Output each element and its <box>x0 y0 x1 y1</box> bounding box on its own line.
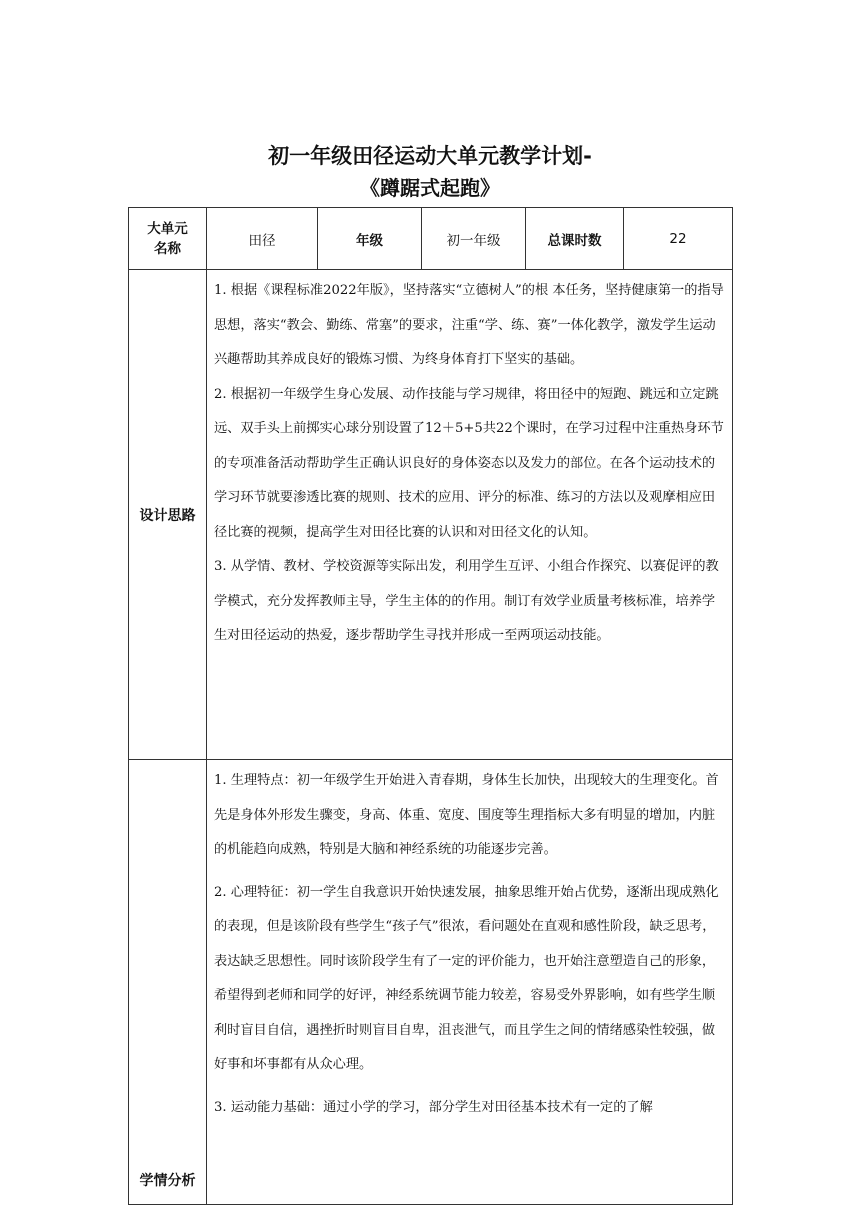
students-paragraph-2: 2. 心理特征：初一学生自我意识开始快速发展，抽象思维开始占优势，逐渐出现成熟化的表现，但是该阶段有些学生“孩子气”很浓，看问题处在直观和感性阶段，缺乏思考，表达缺乏思想性。同时该阶段学生有了一定的评价能力，也开始注意塑造自己的形象，希望得到老师和同学的好评，神经系统调节能力较差，容易受外界影响，如有些学生顺利时盲目自信，遇挫折时则盲目自卑，沮丧泄气，而且学生之间的情绪感染性较强，做好事和坏事都有从众心理。 <box>214 884 719 1072</box>
grade-value: 初一年级 <box>422 208 526 270</box>
unit-name-value: 田径 <box>207 208 318 270</box>
unit-name-label-cell <box>129 208 207 270</box>
students-content <box>207 760 733 1205</box>
document-subtitle: 《蹲踞式起跑》 <box>360 176 500 200</box>
design-paragraph-2: 2. 根据初一年级学生身心发展、动作技能与学习规律，将田径中的短跑、跳远和立定跳远、双手头上前掷实心球分别设置了12＋5+5共22个课时，在学习过程中注重热身环节的专项准备活动帮助学生正确认识良好的身体姿态以及发力的部位。在各个运动技术的学习环节就要渗透比赛的规则、技术的应用、评分的标准、练习的方法以及观摩相应田径比赛的视频，提高学生对田径比赛的认识和对田径文化的认知。 <box>214 386 724 540</box>
header-row <box>129 208 733 270</box>
students-label: 学情分析 <box>129 760 207 1205</box>
students-row <box>129 760 733 1205</box>
students-paragraph-1: 1. 生理特点：初一年级学生开始进入青春期，身体生长加快，出现较大的生理变化。首先是身体外形发生骤变，身高、体重、宽度、围度等生理指标大多有明显的增加，内脏的机能趋向成熟，特别是大脑和神经系统的功能逐步完善。 <box>214 773 719 857</box>
students-paragraph-3: 3. 运动能力基础：通过小学的学习，部分学生对田径基本技术有一定的了解 <box>214 1099 653 1115</box>
unit-name-label-line2: 名称 <box>154 240 181 257</box>
teaching-plan-table <box>128 207 733 1205</box>
design-label: 设计思路 <box>129 270 207 760</box>
document-title: 初一年级田径运动大单元教学计划- <box>268 144 592 168</box>
unit-name-label-line1: 大单元 <box>147 220 188 237</box>
design-paragraph-1: 1. 根据《课程标准2022年版》，坚持落实“立德树人”的根 本任务，坚持健康第一的指导思想，落实“教会、勤练、常塞”的要求，注重“学、练、赛”一体化教学，激发学生运动兴趣帮助其养成良好的锻炼习惯、为终身体育打下坚实的基础。 <box>214 283 724 367</box>
grade-label: 年级 <box>318 208 422 270</box>
total-hours-label: 总课时数 <box>526 208 624 270</box>
total-hours-value: 22 <box>624 208 733 270</box>
design-content <box>207 270 733 760</box>
design-paragraph-3: 3. 从学情、教材、学校资源等实际出发，利用学生互评、小组合作探究、以赛促评的教学模式，充分发挥教师主导，学生主体的的作用。制订有效学业质量考核标准，培养学生对田径运动的热爱，逐步帮助学生寻找并形成一至两项运动技能。 <box>214 559 719 643</box>
design-row <box>129 270 733 760</box>
